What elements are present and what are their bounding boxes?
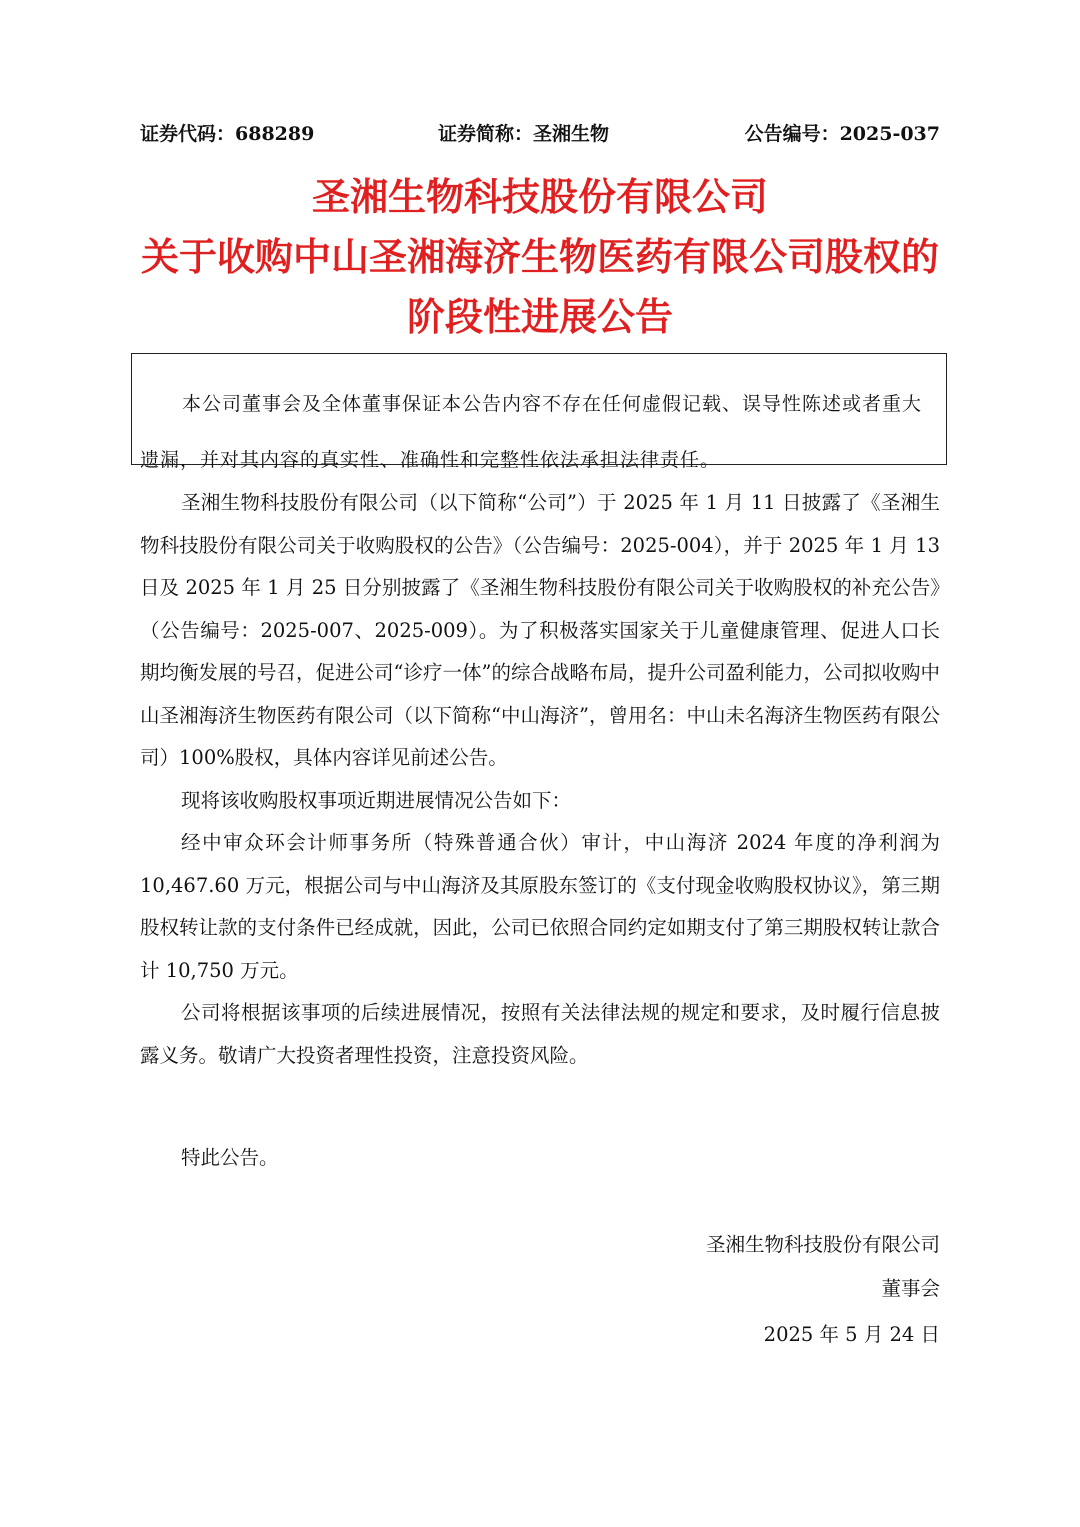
disclaimer-text: 本公司董事会及全体董事保证本公告内容不存在任何虚假记载、误导性陈述或者重大遗漏，并对其内容的真实性、准确性和完整性依法承担法律责任。 xyxy=(140,393,923,471)
title-line-1: 圣湘生物科技股份有限公司 xyxy=(311,175,768,219)
signature-date: 2025 年 5 月 24 日 xyxy=(763,1323,940,1346)
paragraph-risk-notice: 公司将根据该事项的后续进展情况，按照有关法律法规的规定和要求，及时履行信息披露义务。敬请广大投资者理性投资，注意投资风险。 xyxy=(140,1001,940,1067)
header-row xyxy=(140,118,940,150)
signature-company: 圣湘生物科技股份有限公司 xyxy=(705,1233,940,1256)
closing-statement: 特此公告。 xyxy=(181,1146,279,1169)
stock-abbreviation: 证券简称：圣湘生物 xyxy=(438,123,610,145)
announcement-body xyxy=(140,482,940,1077)
paragraph-payment: 经中审众环会计师事务所（特殊普通合伙）审计，中山海济 2024 年度的净利润为 10,467.60 万元，根据公司与中山海济及其原股东签订的《支付现金收购股权协议》，第三期股权转让款的支付条件已经成就，因此，公司已依照合同约定如期支付了第三期股权转让款合计 10,750 万元。 xyxy=(140,831,940,982)
disclaimer-box xyxy=(131,353,947,471)
signature-board: 董事会 xyxy=(881,1277,940,1300)
stock-code: 证券代码：688289 xyxy=(140,123,315,145)
paragraph-progress-intro: 现将该收购股权事项近期进展情况公告如下： xyxy=(181,788,572,812)
title-line-2: 关于收购中山圣湘海济生物医药有限公司股权的 xyxy=(140,235,939,279)
title-line-3: 阶段性进展公告 xyxy=(406,295,673,339)
notice-number: 公告编号：2025-037 xyxy=(744,123,940,145)
paragraph-background: 圣湘生物科技股份有限公司（以下简称“公司”）于 2025 年 1 月 11 日披露了《圣湘生物科技股份有限公司关于收购股权的公告》（公告编号：2025-004），并于 2025 年 1 月 13 日及 2025 年 1 月 25 日分别披露了《圣湘生物科技股份有限公司关于收购股权的补充公告》（公告编号：2025-007、2025-009）。为了积极落实国家关于儿童健康管理、促进人口长期均衡发展的号召，促进公司“诊疗一体”的综合战略布局，提升公司盈利能力，公司拟收购中山圣湘海济生物医药有限公司（以下简称“中山海济”，曾用名：中山未名海济生物医药有限公司）100%股权，具体内容详见前述公告。 xyxy=(140,491,940,769)
